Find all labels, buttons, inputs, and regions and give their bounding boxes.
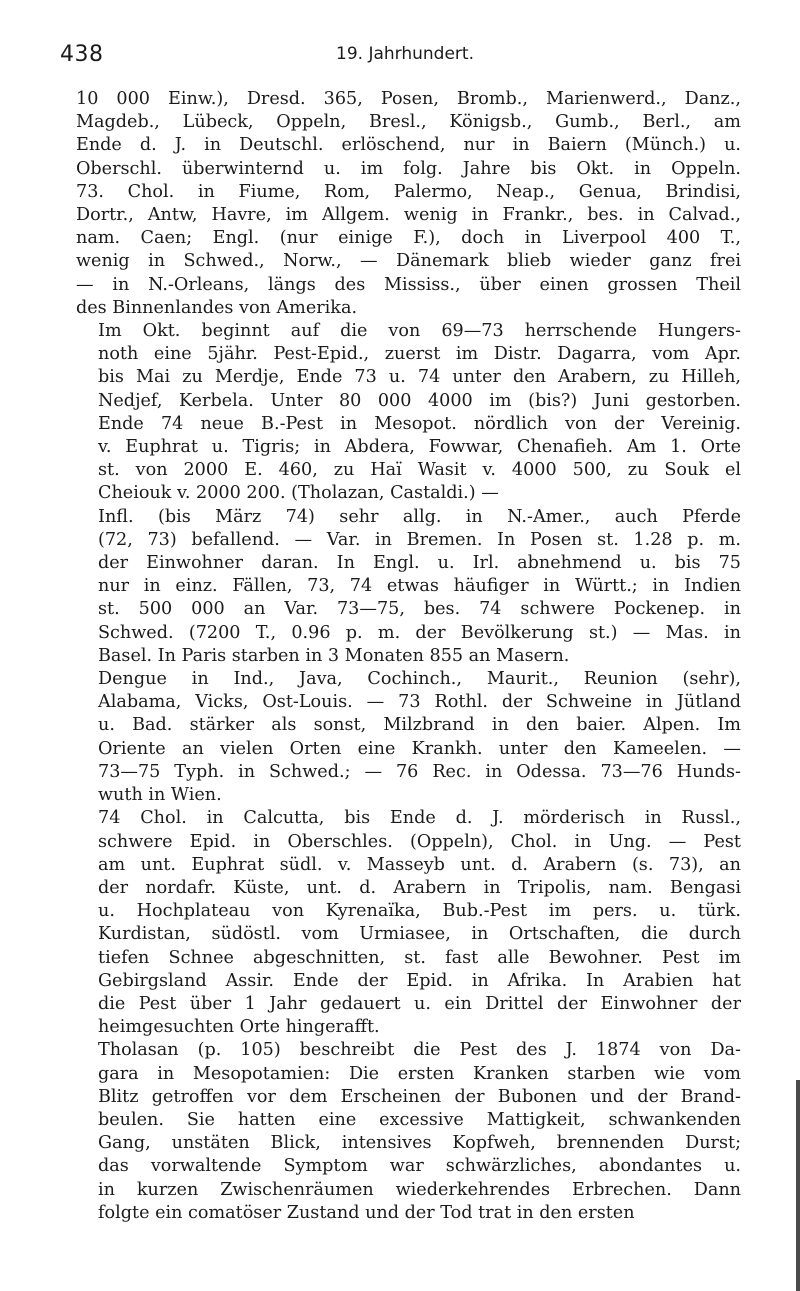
text-line: Alabama, Vicks, Ost-Louis. — 73 Rothl. der Schweine in Jütland: [98, 692, 741, 713]
text-line: nam. Caen; Engl. (nur einige F.), doch in Liverpool 400 T.,: [76, 228, 741, 249]
paragraph: [76, 88, 741, 320]
text-line: schwere Epid. in Oberschles. (Oppeln), Chol. in Ung. — Pest: [98, 831, 741, 852]
text-line: 73. Chol. in Fiume, Rom, Palermo, Neap., Genua, Brindisi,: [76, 181, 741, 202]
text-line: Basel. In Paris starben in 3 Monaten 855 an Masern.: [98, 645, 570, 666]
text-line: am unt. Euphrat südl. v. Masseyb unt. d. Arabern (s. 73), an: [98, 854, 741, 875]
text-line: das vorwaltende Symptom war schwärzliches, abondantes u.: [98, 1156, 741, 1177]
text-line: st. 500 000 an Var. 73—75, bes. 74 schwere Pockenep. in: [98, 599, 741, 620]
text-line: 73—75 Typh. in Schwed.; — 76 Rec. in Odessa. 73—76 Hunds-: [98, 761, 741, 782]
body-text: [76, 88, 741, 1225]
text-line: (72, 73) befallend. — Var. in Bremen. In Posen st. 1.28 p. m.: [98, 529, 741, 550]
paragraph: [76, 807, 741, 1039]
page-header: [60, 42, 750, 70]
text-line: die Pest über 1 Jahr gedauert u. ein Drittel der Einwohner der: [98, 993, 741, 1014]
text-line: Im Okt. beginnt auf die von 69—73 herrschende Hungers-: [98, 321, 741, 342]
text-line: wenig in Schwed., Norw., — Dänemark blieb wieder ganz frei: [76, 251, 741, 272]
page-edge-shadow: [796, 1080, 800, 1291]
text-line: noth eine 5jähr. Pest-Epid., zuerst im Distr. Dagarra, vom Apr.: [98, 344, 741, 365]
text-line: wuth in Wien.: [98, 785, 222, 806]
text-line: beulen. Sie hatten eine excessive Mattigkeit, schwankenden: [98, 1109, 741, 1130]
text-line: Oberschl. überwinternd u. im folg. Jahre bis Okt. in Oppeln.: [76, 158, 741, 179]
text-line: heimgesuchten Orte hingerafft.: [98, 1017, 380, 1038]
text-line: Magdeb., Lübeck, Oppeln, Bresl., Königsb., Gumb., Berl., am: [76, 112, 741, 133]
text-line: bis Mai zu Merdje, Ende 73 u. 74 unter den Arabern, zu Hilleh,: [98, 367, 741, 388]
text-line: Cheiouk v. 2000 200. (Tholazan, Castaldi.) —: [98, 483, 499, 504]
text-line: Blitz getroffen vor dem Erscheinen der Bubonen und der Brand-: [98, 1086, 741, 1107]
text-line: Oriente an vielen Orten eine Krankh. unter den Kameelen. —: [98, 738, 741, 759]
page-number: 438: [60, 42, 104, 67]
text-line: Gebirgsland Assir. Ende der Epid. in Afrika. In Arabien hat: [98, 970, 741, 991]
text-line: Ende d. J. in Deutschl. erlöschend, nur in Baiern (Münch.) u.: [76, 135, 741, 156]
text-line: gara in Mesopotamien: Die ersten Kranken starben wie vom: [98, 1063, 741, 1084]
text-line: u. Bad. stärker als sonst, Milzbrand in den baier. Alpen. Im: [98, 715, 741, 736]
text-line: nur in einz. Fällen, 73, 74 etwas häufiger in Württ.; in Indien: [98, 576, 741, 597]
text-line: folgte ein comatöser Zustand und der Tod trat in den ersten: [98, 1202, 635, 1223]
text-line: tiefen Schnee abgeschnitten, st. fast alle Bewohner. Pest im: [98, 947, 741, 968]
text-line: Ende 74 neue B.-Pest in Mesopot. nördlich von der Vereinig.: [98, 413, 741, 434]
text-line: Nedjef, Kerbela. Unter 80 000 4000 im (bis?) Juni gestorben.: [98, 390, 741, 411]
paragraph: [76, 1039, 741, 1225]
running-head: 19. Jahrhundert.: [336, 44, 474, 64]
text-line: Kurdistan, südöstl. vom Urmiasee, in Ortschaften, die durch: [98, 924, 741, 945]
text-line: — in N.-Orleans, längs des Mississ., über einen grossen Theil: [76, 274, 741, 295]
text-line: der Einwohner daran. In Engl. u. Irl. abnehmend u. bis 75: [98, 553, 741, 574]
text-line: Schwed. (7200 T., 0.96 p. m. der Bevölkerung st.) — Mas. in: [98, 622, 741, 643]
text-line: Tholasan (p. 105) beschreibt die Pest des J. 1874 von Da-: [98, 1040, 741, 1061]
text-line: u. Hochplateau von Kyrenaïka, Bub.-Pest im pers. u. türk.: [98, 901, 741, 922]
text-line: v. Euphrat u. Tigris; in Abdera, Fowwar, Chenafieh. Am 1. Orte: [98, 437, 741, 458]
text-line: Dortr., Antw, Havre, im Allgem. wenig in Frankr., bes. in Calvad.,: [76, 205, 741, 226]
text-line: Dengue in Ind., Java, Cochinch., Maurit., Reunion (sehr),: [98, 669, 741, 690]
paragraph: [76, 668, 741, 807]
paragraph: [76, 506, 741, 668]
text-line: Infl. (bis März 74) sehr allg. in N.-Amer., auch Pferde: [98, 506, 741, 527]
text-line: des Binnenlandes von Amerika.: [76, 297, 358, 318]
paragraph: [76, 320, 741, 506]
text-line: 74 Chol. in Calcutta, bis Ende d. J. mörderisch in Russl.,: [98, 808, 741, 829]
text-line: in kurzen Zwischenräumen wiederkehrendes Erbrechen. Dann: [98, 1179, 741, 1200]
text-line: st. von 2000 E. 460, zu Haï Wasit v. 4000 500, zu Souk el: [98, 460, 741, 481]
text-line: Gang, unstäten Blick, intensives Kopfweh, brennenden Durst;: [98, 1133, 741, 1154]
text-line: der nordafr. Küste, unt. d. Arabern in Tripolis, nam. Bengasi: [98, 877, 741, 898]
text-line: 10 000 Einw.), Dresd. 365, Posen, Bromb., Marienwerd., Danz.,: [76, 89, 741, 109]
